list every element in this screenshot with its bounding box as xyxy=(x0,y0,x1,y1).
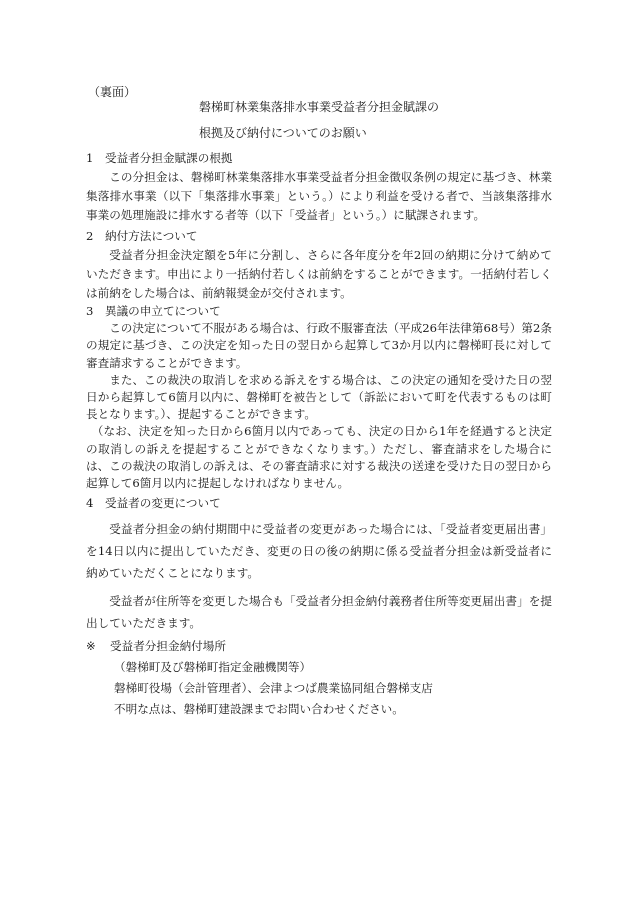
note-heading: 受益者分担金納付場所 xyxy=(110,638,226,653)
document-title-line-2: 根拠及び納付についてのお願い xyxy=(199,126,367,140)
note-line: 磐梯町役場（会計管理者）、会津よつば農業協同組合磐梯支店 xyxy=(114,680,433,695)
section-beneficiary-change xyxy=(86,494,552,634)
section-paragraph: この分担金は、磐梯町林業集落排水事業受益者分担金徴収条例の規定に基づき、林業集落排水事業（以下「集落排水事業」という。）により利益を受ける者で、当該集落排水事業の処理施設に排水する者等（以下「受益者」という。）に賦課されます。 xyxy=(86,170,552,222)
section-paragraph: （なお、決定を知った日から6箇月以内であっても、決定の日から1年を経過すると決定の取消しの訴えを提起することができなくなります。）ただし、審査請求をした場合には、この裁決の取消しの訴えは、その審査請求に対する裁決の送達を受けた日の翌日から起算して6箇月以内に提起しなければなりません。 xyxy=(86,424,552,491)
section-paragraph: 受益者分担金の納付期間中に受益者の変更があった場合には、「受益者変更届出書」を14日以内に提出していただき、変更の日の後の納期に係る受益者分担金は新受益者に納めていただくことになります。 xyxy=(86,521,552,580)
note-line: 不明な点は、磐梯町建設課までお問い合わせください。 xyxy=(114,701,404,716)
note-heading-row xyxy=(86,636,552,657)
section-heading: 4 受益者の変更について xyxy=(86,496,221,511)
note-line: （磐梯町及び磐梯町指定金融機関等） xyxy=(114,659,312,674)
section-basis xyxy=(86,149,552,225)
section-paragraph: 受益者分担金決定額を5年に分割し、さらに各年度分を年2回の納期に分けて納めていただきます。申出により一括納付若しくは前納をすることができます。一括納付若しくは前納をした場合は、前納報奨金が交付されます。 xyxy=(86,248,552,300)
section-objection xyxy=(86,303,552,492)
reference-mark: ※ xyxy=(86,638,96,653)
section-heading: 1 受益者分担金賦課の根拠 xyxy=(86,151,233,165)
payment-place-note xyxy=(86,636,552,720)
section-heading: 3 異議の申立てについて xyxy=(86,304,221,318)
section-paragraph: この決定について不服がある場合は、行政不服審査法（平成26年法律第68号）第2条の規定に基づき、この決定を知った日の翌日から起算して3か月以内に磐梯町長に対して審査請求することができます。 xyxy=(86,321,552,370)
section-paragraph: 受益者が住所等を変更した場合も「受益者分担金納付義務者住所等変更届出書」を提出していただきます。 xyxy=(86,593,552,630)
document-body xyxy=(86,149,552,720)
reverse-side-label: （裏面） xyxy=(88,85,137,99)
section-payment-method xyxy=(86,227,552,303)
section-paragraph: また、この裁決の取消しを求める訴えをする場合は、この決定の通知を受けた日の翌日から起算して6箇月以内に、磐梯町を被告として（訴訟において町を代表するものは町長となります。）、提起することができます。 xyxy=(86,372,552,422)
section-heading: 2 納付方法について xyxy=(86,229,198,243)
document-title-line-1: 磐梯町林業集落排水事業受益者分担金賦課の xyxy=(199,100,440,114)
